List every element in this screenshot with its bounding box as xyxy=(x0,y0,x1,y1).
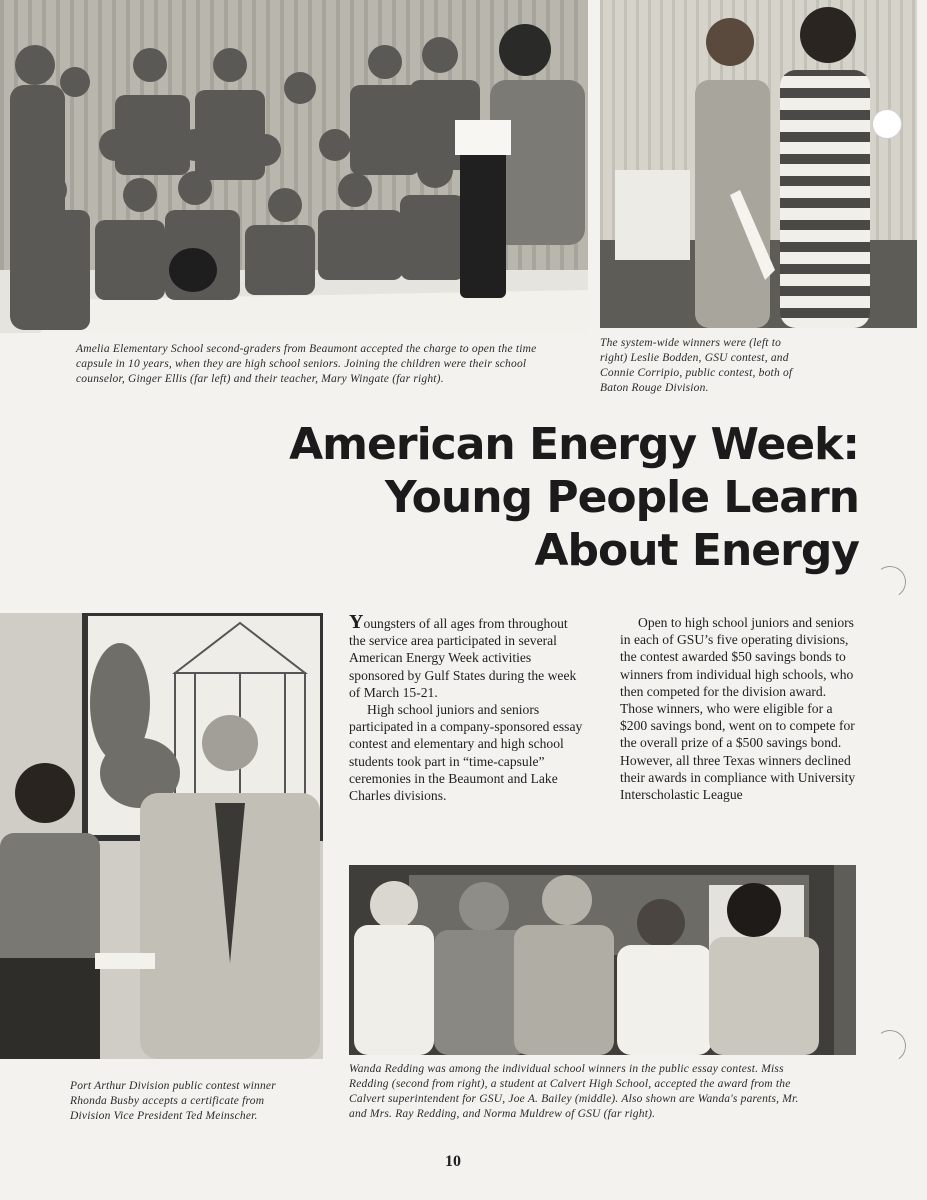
caption-system-wide-winners: The system-wide winners were (left to right) Leslie Bodden, GSU contest, and Connie Corripio, public contest, both of Baton Rouge Division. xyxy=(600,337,793,394)
caption-time-capsule-class: Amelia Elementary School second-graders from Beaumont accepted the charge to open the time capsule in 10 years, when they are high school seniors. Joining the children were their school counselor, Ginger Ellis (far left) and their teacher, Mary Wingate (far right). xyxy=(76,343,537,385)
article-column-1 xyxy=(349,611,585,804)
caption-redding-family: Wanda Redding was among the individual school winners in the public essay contest. Miss Redding (second from right), a student at Calvert High School, accepted the award from the Calvert superintendent for GSU, Joe A. Bailey (middle). Also shown are Wanda's parents, Mr. and Mrs. Ray Redding, and Norma Muldrew of GSU (far right). xyxy=(349,1063,799,1120)
photo-redding-family-image xyxy=(349,865,856,1055)
article-dropcap: Y xyxy=(349,611,364,633)
headline-line-1: American Energy Week: xyxy=(289,419,859,470)
caption-port-arthur-certificate: Port Arthur Division public contest winner Rhonda Busby accepts a certificate from Division Vice President Ted Meinscher. xyxy=(70,1080,276,1122)
article-column-2 xyxy=(620,614,856,803)
photo-time-capsule-class-image xyxy=(0,0,588,333)
binder-arc-bottom xyxy=(871,1027,908,1064)
headline-line-3: About Energy xyxy=(534,525,859,576)
binder-arc-top xyxy=(871,563,908,600)
headline-line-2: Young People Learn xyxy=(384,472,859,523)
article-paragraph-2: High school juniors and seniors participated in a company-sponsored essay contest and elementary and high school students took part in “time-capsule” ceremonies in the Beaumont and Lake Charles divisions. xyxy=(349,702,583,804)
photo-time-capsule-class xyxy=(0,0,588,333)
article-paragraph-1: Youngsters of all ages from throughout the service area participated in several American Energy Week activities sponsored by Gulf States during the week of March 15-21. xyxy=(349,611,577,700)
photo-system-wide-winners xyxy=(600,0,917,328)
photo-system-wide-winners-image xyxy=(600,0,917,328)
binder-hole-top xyxy=(872,109,902,139)
photo-port-arthur-certificate-image xyxy=(0,613,323,1059)
photo-redding-family xyxy=(349,865,856,1055)
page-number: 10 xyxy=(445,1153,461,1170)
article-paragraph-3: Open to high school juniors and seniors in each of GSU’s five operating divisions, the contest awarded $50 savings bonds to winners from individual high schools, who then competed for the division award. Those winners, who were eligible for a $200 savings bond, went on to compete for the overall prize of a $500 savings bond. However, all three Texas winners declined their awards in compliance with University Interscholastic League xyxy=(620,615,856,803)
photo-port-arthur-certificate xyxy=(0,613,323,1059)
article-headline xyxy=(119,418,859,577)
